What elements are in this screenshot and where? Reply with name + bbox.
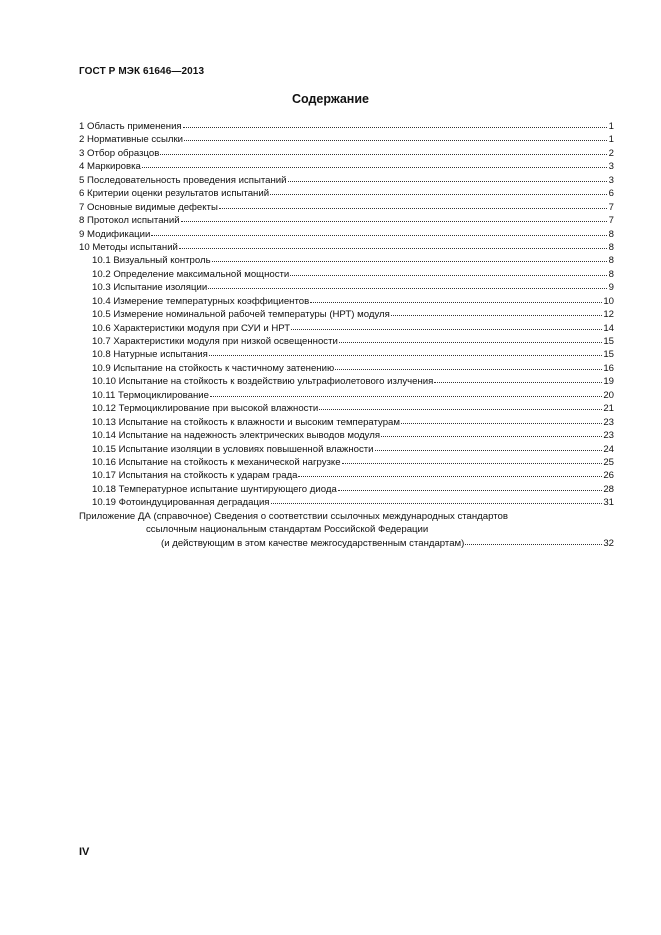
toc-entry-label: 10.4 Измерение температурных коэффициентов — [92, 295, 310, 307]
dot-leader — [288, 173, 607, 182]
dot-leader — [401, 415, 602, 424]
toc-entry-label: 10.11 Термоциклирование — [92, 389, 209, 401]
toc-entry-label: 10.14 Испытание на надежность электрических выводов модуля — [92, 430, 381, 442]
appendix-line-1: Приложение ДА (справочное) Сведения о соответствии ссылочных международных стандартов — [79, 510, 508, 522]
toc-entry[interactable] — [79, 214, 614, 227]
dot-leader — [319, 401, 602, 410]
toc-entry[interactable] — [79, 120, 614, 133]
toc-appendix-entry[interactable] — [79, 510, 614, 550]
dot-leader — [339, 334, 602, 343]
toc-entry-page: 3 — [608, 174, 614, 186]
toc-entry-page: 24 — [603, 443, 614, 455]
toc-entry-page: 3 — [608, 161, 614, 173]
dot-leader — [209, 347, 602, 356]
toc-entry[interactable] — [79, 241, 614, 254]
toc-entry-page: 9 — [608, 282, 614, 294]
toc-entry-label: 10.8 Натурные испытания — [92, 349, 208, 361]
toc-entry[interactable] — [79, 483, 614, 496]
toc-entry[interactable] — [79, 268, 614, 281]
toc-entry[interactable] — [79, 348, 614, 361]
toc-entry-label: 10.6 Характеристики модуля при СУИ и НРТ — [92, 322, 291, 334]
toc-entry-page: 14 — [603, 322, 614, 334]
toc-entry[interactable] — [79, 281, 614, 294]
toc-entry-page: 8 — [608, 228, 614, 240]
dot-leader — [310, 294, 602, 303]
dot-leader — [208, 280, 607, 289]
appendix-line-2: ссылочным национальным стандартам Российской Федерации — [146, 524, 429, 536]
toc-entry[interactable] — [79, 201, 614, 214]
toc-entry-label: 6 Критерии оценки результатов испытаний — [79, 188, 270, 200]
toc-entry-page: 23 — [603, 430, 614, 442]
dot-leader — [210, 388, 602, 397]
toc-entry-page: 16 — [603, 362, 614, 374]
document-header: ГОСТ Р МЭК 61646—2013 — [79, 66, 205, 77]
toc-entry-label: 10.16 Испытание на стойкость к механической нагрузке — [92, 456, 341, 468]
appendix-page: 32 — [603, 537, 614, 549]
toc-entry[interactable] — [79, 389, 614, 402]
toc-entry[interactable] — [79, 295, 614, 308]
toc-entry-page: 21 — [603, 403, 614, 415]
toc-entry-label: 10.19 Фотоиндуцированная деградация — [92, 497, 270, 509]
toc-entry-label: 10.15 Испытание изоляции в условиях повышенной влажности — [92, 443, 374, 455]
toc-entry-page: 19 — [603, 376, 614, 388]
dot-leader — [160, 146, 607, 155]
toc-entry-label: 2 Нормативные ссылки — [79, 134, 184, 146]
toc-entry-label: 10.9 Испытание на стойкость к частичному затенению — [92, 362, 335, 374]
toc-entry[interactable] — [79, 416, 614, 429]
dot-leader — [465, 536, 602, 545]
dot-leader — [338, 482, 603, 491]
toc-entry-page: 20 — [603, 389, 614, 401]
toc-entry-label: 10.12 Термоциклирование при высокой влажности — [92, 403, 319, 415]
toc-entry[interactable] — [79, 254, 614, 267]
toc-entry-label: 4 Маркировка — [79, 161, 141, 173]
toc-entry-label: 5 Последовательность проведения испытаний — [79, 174, 287, 186]
toc-entry-label: 10.17 Испытания на стойкость к ударам града — [92, 470, 298, 482]
toc-entry-label: 9 Модификации — [79, 228, 151, 240]
toc-entry-label: 3 Отбор образцов — [79, 147, 160, 159]
toc-entry-page: 31 — [603, 497, 614, 509]
toc-entry-page: 15 — [603, 349, 614, 361]
toc-entry[interactable] — [79, 228, 614, 241]
toc-entries — [79, 120, 614, 510]
dot-leader — [335, 361, 602, 370]
toc-entry-label: 10.3 Испытание изоляции — [92, 282, 208, 294]
toc-entry[interactable] — [79, 147, 614, 160]
toc-entry[interactable] — [79, 362, 614, 375]
toc-entry-label: 1 Область применения — [79, 121, 182, 132]
toc-entry[interactable] — [79, 133, 614, 146]
toc-entry-label: 10.2 Определение максимальной мощности — [92, 268, 290, 280]
toc-entry-label: 10.18 Температурное испытание шунтирующего диода — [92, 483, 337, 495]
toc-entry-page: 6 — [608, 188, 614, 200]
toc-entry[interactable] — [79, 443, 614, 456]
toc-title: Содержание — [291, 92, 369, 106]
dot-leader — [270, 186, 607, 195]
toc-entry-label: 7 Основные видимые дефекты — [79, 201, 218, 213]
dot-leader — [381, 428, 602, 437]
toc-entry[interactable] — [79, 375, 614, 388]
toc-entry-label: 10.10 Испытание на стойкость к воздействию ультрафиолетового излучения — [92, 376, 434, 388]
toc-entry[interactable] — [79, 174, 614, 187]
toc-entry[interactable] — [79, 187, 614, 200]
dot-leader — [342, 455, 603, 464]
toc-entry-page: 23 — [603, 416, 614, 428]
dot-leader — [434, 374, 602, 383]
toc-entry[interactable] — [79, 456, 614, 469]
page-number: IV — [79, 846, 90, 858]
toc-entry-page: 8 — [608, 268, 614, 280]
toc-entry[interactable] — [79, 496, 614, 509]
toc-entry-page: 7 — [608, 215, 614, 227]
toc-entry-page: 7 — [608, 201, 614, 213]
toc-entry[interactable] — [79, 469, 614, 482]
toc-entry-page: 1 — [608, 121, 614, 132]
dot-leader — [291, 321, 602, 330]
toc-entry-page: 10 — [603, 295, 614, 307]
toc-entry-page: 8 — [608, 255, 614, 267]
toc-entry-page: 26 — [603, 470, 614, 482]
dot-leader — [212, 253, 607, 262]
dot-leader — [142, 159, 607, 168]
dot-leader — [219, 200, 607, 209]
dot-leader — [179, 240, 607, 249]
appendix-line-3 — [79, 537, 614, 550]
dot-leader — [271, 495, 603, 504]
toc-entry-page: 12 — [603, 309, 614, 321]
toc-entry-label: 8 Протокол испытаний — [79, 215, 180, 227]
toc-entry-page: 2 — [608, 147, 614, 159]
toc-entry-page: 8 — [608, 241, 614, 253]
dot-leader — [151, 227, 607, 236]
toc-entry[interactable] — [79, 160, 614, 173]
toc-entry-label: 10.5 Измерение номинальной рабочей температуры (НРТ) модуля — [92, 309, 390, 321]
dot-leader — [184, 132, 607, 141]
toc-entry-page: 1 — [608, 134, 614, 146]
appendix-line-3-label: (и действующим в этом качестве межгосударственным стандартам) — [161, 537, 465, 549]
toc-entry-page: 15 — [603, 336, 614, 347]
dot-leader — [375, 442, 603, 451]
toc-entry[interactable] — [79, 322, 614, 335]
table-of-contents — [79, 120, 614, 550]
toc-entry-page: 28 — [603, 483, 614, 495]
dot-leader — [290, 267, 607, 276]
toc-entry-label: 10.7 Характеристики модуля при низкой освещенности — [92, 336, 338, 347]
toc-entry-label: 10.13 Испытание на стойкость к влажности и высоким температурам — [92, 416, 400, 428]
toc-entry-page: 25 — [603, 456, 614, 468]
dot-leader — [181, 213, 607, 222]
toc-entry[interactable] — [79, 335, 614, 348]
toc-entry[interactable] — [79, 429, 614, 442]
toc-entry-label: 10 Методы испытаний — [79, 241, 178, 253]
toc-entry-label: 10.1 Визуальный контроль — [92, 255, 211, 267]
dot-leader — [298, 468, 602, 477]
dot-leader — [391, 307, 603, 316]
toc-entry[interactable] — [79, 308, 614, 321]
dot-leader — [183, 119, 607, 128]
toc-entry[interactable] — [79, 402, 614, 415]
